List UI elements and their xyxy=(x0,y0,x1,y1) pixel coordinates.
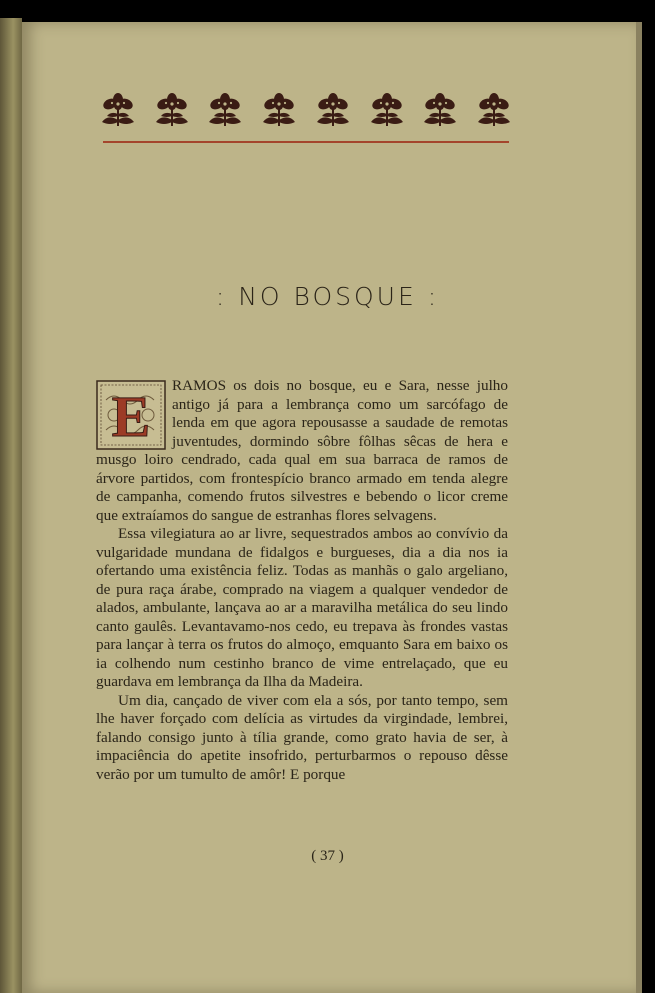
paragraph-1-text: RAMOS os dois no bosque, eu e Sara, nesse julho antigo já para a lembrança como um sarcófago de lenda em que agora repousasse a saudade de remotas juventudes, dormindo sôbre fôlhas sêcas de hera e musgo loiro cendrado, cada qual em sua barraca de ramos de árvore partidos, com frontespício branco armado em tenda alegre de campanha, comendo frutos silvestres e bebendo o licor creme que extraíamos do sangue de estranhas flores selvagens. xyxy=(96,377,508,524)
chapter-title: : NO BOSQUE : xyxy=(215,282,440,311)
page-number: ( 37 ) xyxy=(311,848,344,864)
flower-ornament-icon xyxy=(259,88,299,132)
paragraph-2: Essa vilegiatura ao ar livre, sequestrados ambos ao convívio da vulgaridade mundana de fidalgos e burgueses, dia a dia nos ia ofertando uma existência feliz. Todas as manhãs o galo argeliano, de pura raça árabe, comprado na viagem a qualquer vendedor de alados, ambulante, lançava ao ar a maravilha metálica do seu lindo canto gaulês. Levantavamo-nos cedo, eu trepava às frondes vastas para lançar à terra os frutos do almoço, emquanto Sara em baixo os ia colhendo num cestinho branco de vime entrelaçado, que eu guardava em lembrança da Ilha da Madeira. xyxy=(96,525,508,690)
paragraph-3: Um dia, cançado de viver com ela a sós, por tanto tempo, sem lhe haver forçado com delícia as virtudes da virgindade, lembrei, falando consigo junto à tília grande, como grato havia de ser, à impaciência do apetite insofrido, perturbarmos o repouso dêsse verão por um tumulto de amôr! E porque xyxy=(96,691,508,783)
paragraph-1 xyxy=(96,377,508,525)
flower-ornament-icon xyxy=(367,88,407,132)
book-spine xyxy=(0,18,22,993)
flower-ornament-icon xyxy=(474,88,514,132)
decorated-initial-icon xyxy=(96,380,166,450)
flower-ornament-icon xyxy=(205,88,245,132)
dropcap-letter: E xyxy=(111,384,151,449)
body-text xyxy=(96,377,508,784)
flower-ornament-icon xyxy=(313,88,353,132)
flower-ornament-icon xyxy=(420,88,460,132)
ornament-row xyxy=(98,88,514,132)
header-rule xyxy=(103,141,509,143)
flower-ornament-icon xyxy=(98,88,138,132)
flower-ornament-icon xyxy=(152,88,192,132)
